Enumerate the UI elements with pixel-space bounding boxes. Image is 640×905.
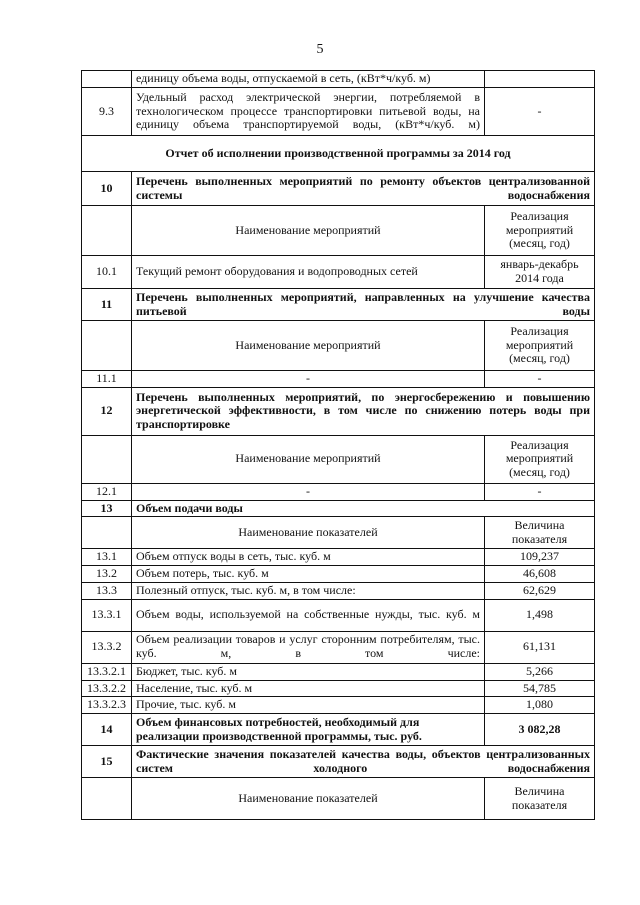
section-row <box>82 714 595 746</box>
row-number: 13.3.2.1 <box>82 663 132 680</box>
row-number: 10.1 <box>82 256 132 289</box>
row-text: Текущий ремонт оборудования и водопроводных сетей <box>132 256 485 289</box>
row-number: 13.3.2.3 <box>82 697 132 714</box>
table-header-row <box>82 321 595 371</box>
table-header-row <box>82 778 595 820</box>
row-number: 13.3 <box>82 582 132 599</box>
row-number: 13.1 <box>82 549 132 566</box>
table-row <box>82 549 595 566</box>
row-value: январь-декабрь 2014 года <box>485 256 595 289</box>
section-value: 3 082,28 <box>485 714 595 746</box>
row-number: 9.3 <box>82 88 132 136</box>
section-title: Объем подачи воды <box>132 500 595 517</box>
section-number: 11 <box>82 289 132 321</box>
column-header-value: Величина показателя <box>485 517 595 549</box>
row-text: Объем реализации товаров и услуг сторонним потребителям, тыс. куб. м, в том числе: <box>132 631 485 663</box>
table-row <box>82 483 595 500</box>
table-header-row <box>82 517 595 549</box>
section-number: 12 <box>82 387 132 435</box>
table-row <box>82 88 595 136</box>
row-value: 1,498 <box>485 599 595 631</box>
section-title: Перечень выполненных мероприятий, направленных на улучшение качества питьевой воды <box>132 289 595 321</box>
table-row <box>82 256 595 289</box>
report-title: Отчет об исполнении производственной программы за 2014 год <box>82 136 595 172</box>
table-row <box>82 680 595 697</box>
table-row <box>82 599 595 631</box>
section-row <box>82 172 595 206</box>
row-number: 13.3.2.2 <box>82 680 132 697</box>
section-title: Фактические значения показателей качества воды, объектов централизованных систем холодного водоснабжения <box>132 746 595 778</box>
table-row <box>82 697 595 714</box>
row-value: 5,266 <box>485 663 595 680</box>
section-title: Объем финансовых потребностей, необходимый для реализации производственной программы, тыс. руб. <box>132 714 485 746</box>
row-number <box>82 71 132 88</box>
section-number: 15 <box>82 746 132 778</box>
section-number: 14 <box>82 714 132 746</box>
column-header-name: Наименование показателей <box>132 778 485 820</box>
row-text: Удельный расход электрической энергии, потребляемой в технологическом процессе транспортировки питьевой воды, на единицу объема транспортируемой воды, (кВт*ч/куб. м) <box>132 88 485 136</box>
column-header-name: Наименование показателей <box>132 517 485 549</box>
row-value: 61,131 <box>485 631 595 663</box>
section-title: Перечень выполненных мероприятий по ремонту объектов централизованной системы водоснабжения <box>132 172 595 206</box>
row-value: - <box>485 88 595 136</box>
row-text: Бюджет, тыс. куб. м <box>132 663 485 680</box>
row-text: Полезный отпуск, тыс. куб. м, в том числе: <box>132 582 485 599</box>
table-row <box>82 566 595 583</box>
table-row <box>82 663 595 680</box>
table-header-row <box>82 435 595 483</box>
row-number: 13.3.2 <box>82 631 132 663</box>
row-text: Объем воды, используемой на собственные нужды, тыс. куб. м <box>132 599 485 631</box>
section-row <box>82 500 595 517</box>
row-value: 109,237 <box>485 549 595 566</box>
report-title-row <box>82 136 595 172</box>
row-value: - <box>485 483 595 500</box>
table-row <box>82 582 595 599</box>
section-row <box>82 387 595 435</box>
row-number: 13.2 <box>82 566 132 583</box>
row-value: 46,608 <box>485 566 595 583</box>
section-number: 10 <box>82 172 132 206</box>
row-value: 62,629 <box>485 582 595 599</box>
row-number: 11.1 <box>82 371 132 388</box>
section-row <box>82 289 595 321</box>
table-row <box>82 71 595 88</box>
row-number: 13.3.1 <box>82 599 132 631</box>
row-value <box>485 71 595 88</box>
row-text: Объем отпуск воды в сеть, тыс. куб. м <box>132 549 485 566</box>
page-number: 5 <box>316 42 324 57</box>
row-value: 1,080 <box>485 697 595 714</box>
row-text: - <box>132 371 485 388</box>
section-title: Перечень выполненных мероприятий, по энергосбережению и повышению энергетической эффективности, в том числе по снижению потерь воды при транспортировке <box>132 387 595 435</box>
table-row <box>82 371 595 388</box>
column-header-name: Наименование мероприятий <box>132 435 485 483</box>
row-value: - <box>485 371 595 388</box>
row-text: Объем потерь, тыс. куб. м <box>132 566 485 583</box>
row-text: Прочие, тыс. куб. м <box>132 697 485 714</box>
section-number: 13 <box>82 500 132 517</box>
column-header-value: Величина показателя <box>485 778 595 820</box>
row-text: Население, тыс. куб. м <box>132 680 485 697</box>
column-header-name: Наименование мероприятий <box>132 321 485 371</box>
section-row <box>82 746 595 778</box>
row-text: единицу объема воды, отпускаемой в сеть, (кВт*ч/куб. м) <box>132 71 485 88</box>
table-header-row <box>82 206 595 256</box>
column-header-value: Реализация мероприятий (месяц, год) <box>485 435 595 483</box>
row-text: - <box>132 483 485 500</box>
column-header-name: Наименование мероприятий <box>132 206 485 256</box>
column-header-value: Реализация мероприятий (месяц, год) <box>485 206 595 256</box>
table-row <box>82 631 595 663</box>
row-number: 12.1 <box>82 483 132 500</box>
production-program-table <box>81 70 595 820</box>
row-value: 54,785 <box>485 680 595 697</box>
column-header-value: Реализация мероприятий (месяц, год) <box>485 321 595 371</box>
